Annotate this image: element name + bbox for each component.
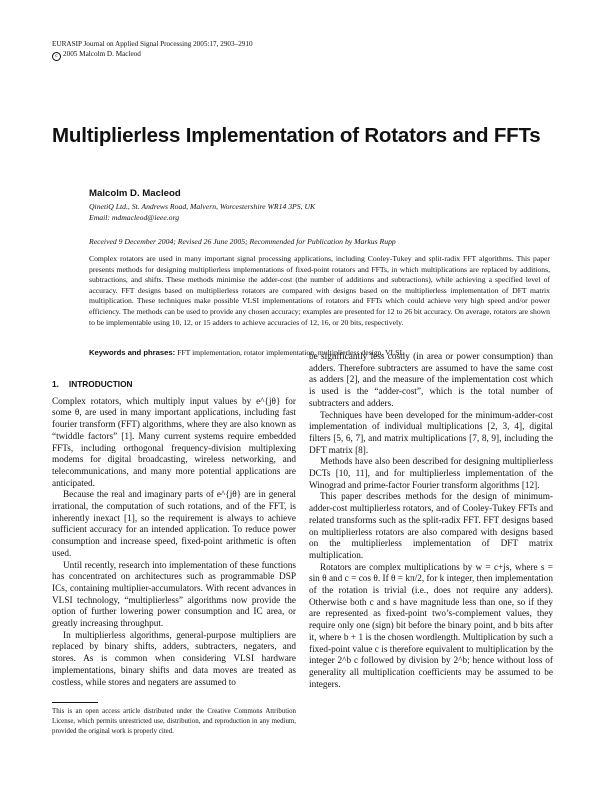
- received-dates: Received 9 December 2004; Revised 26 June 2005; Recommended for Publication by Markus Rupp: [89, 237, 396, 246]
- body-paragraph: Until recently, research into implementation of these functions has concentrated on architectures such as programmable DSP ICs, containing multiplier-accumulators. With recent advances in VLSI technology, “multiplierless” algorithms now provide the option of further lowering power consumption and IC area, or greatly increasing throughput.: [52, 560, 296, 630]
- right-column: [309, 352, 553, 691]
- body-paragraph: be significantly less costly (in area or power consumption) than adders. Therefore subtracters are assumed to have the same cost as adders [2], and the measure of the implementation cost which is used is the “adder-cost”, which is the total number of subtracters and adders.: [309, 352, 553, 409]
- body-paragraph: This paper describes methods for the design of minimum-adder-cost multiplierless rotators, and of Cooley-Tukey FFTs and related transforms such as the split-radix FFT. FFT designs based on multiplierless rotators are also compared with designs based on the multiplierless implementation of DFT matrix multiplication.: [309, 492, 553, 561]
- section-heading: [52, 379, 296, 391]
- body-paragraph: Methods have also been described for designing multiplierless DCTs [10, 11], and for multiplierless implementation of the Winograd and prime-factor Fourier transform algorithms [12].: [309, 457, 553, 491]
- copyright-text: 2005 Malcolm D. Macleod: [63, 50, 141, 58]
- author-email: Email: mdmacleod@ieee.org: [89, 212, 180, 222]
- keywords-label: Keywords and phrases:: [89, 348, 176, 357]
- body-paragraph: In multiplierless algorithms, general-purpose multipliers are replaced by binary shifts, adders, subtracters, negaters, and stores. As is common when considering VLSI hardware implementations, binary shifts and data moves are treated as costless, while stores and negaters are assumed to: [52, 630, 296, 688]
- author-affiliation: QinetiQ Ltd., St. Andrews Road, Malvern, Worcestershire WR14 3PS, UK: [89, 202, 316, 211]
- body-paragraph: Because the real and imaginary parts of e^{jθ} are in general irrational, the computation of such rotations, and of the FFT, is inherently inexact [1], so the requirement is always to achieve sufficient accuracy for an intended application. To reduce power consumption and increase speed, fixed-point arithmetic is often used.: [52, 490, 296, 559]
- section-title: INTRODUCTION: [68, 379, 133, 389]
- abstract: Complex rotators are used in many important signal processing applications, including Cooley-Tukey and split-radix FFT algorithms. This paper presents methods for designing multiplierless implementations of fixed-point rotators and FFTs, in which multiplications are replaced by additions, subtractions, and shifts. These methods minimise the adder-cost (the number of additions and subtractions), while achieving a specified level of accuracy. FFT designs based on multiplierless rotators are compared with designs based on the multiplierless implementation of DFT matrix multiplication. These techniques make possible VLSI implementations of rotators and FFTs which could achieve very high speed and/or power efficiency. The methods can be used to provide any chosen accuracy; examples are presented for 12 to 26 bit accuracy. On average, rotators are shown to be implementable using 10, 12, or 15 adders to achieve accuracies of 12, 16, or 20 bits, respectively.: [89, 254, 550, 327]
- body-paragraph: Rotators are complex multiplications by w = c+js, where s = sin θ and c = cos θ. If θ = kπ/2, for k integer, then implementation of the rotation is trivial (i.e., does not require any adders). Otherwise both c and s have magnitude less than one, so if they are represented as fixed-point two’s-complement values, they require only one (sign) bit before the binary point, and b bits after it, where b + 1 is the chosen wordlength. Multiplication by such a fixed-point value c is therefore equivalent to multiplication by the integer 2^b c followed by division by 2^b; hence without loss of generality all multiplication coefficients may be assumed to be integers.: [309, 562, 553, 690]
- journal-citation: EURASIP Journal on Applied Signal Processing 2005:17, 2903–2910: [52, 40, 253, 48]
- author-affiliation-block: [89, 202, 315, 223]
- keywords-text: FFT implementation, rotator implementation, multiplierless design, VLSI.: [177, 348, 404, 357]
- author-name: Malcolm D. Macleod: [89, 188, 181, 199]
- paper-title: Multiplierless Implementation of Rotators and FFTs: [52, 124, 541, 147]
- body-paragraph: Techniques have been developed for the minimum-adder-cost implementation of individual multiplications [2, 3, 4], digital filters [5, 6, 7], and matrix multiplications [7, 8, 9], including the DFT matrix [8].: [309, 410, 553, 456]
- copyright-line: [52, 49, 253, 61]
- footnote-divider: [52, 702, 98, 703]
- footnote: This is an open access article distributed under the Creative Commons Attribution License, which permits unrestricted use, distribution, and reproduction in any medium, provided the original work is properly cited.: [52, 708, 296, 736]
- copyright-icon: c: [52, 52, 61, 61]
- body-paragraph: Complex rotators, which multiply input values by e^{jθ} for some θ, are used in many important applications, including fast fourier transform (FFT) algorithms, where they are also known as “twiddle factors” [1]. Many current systems require embedded FFTs, including orthogonal frequency-division multiplexing modems for digital broadcasting, wireless networking, and telecommunications, and many more potential applications are anticipated.: [52, 396, 296, 489]
- journal-header: [52, 39, 253, 61]
- left-column: [52, 379, 296, 689]
- section-number: 1.: [52, 379, 59, 389]
